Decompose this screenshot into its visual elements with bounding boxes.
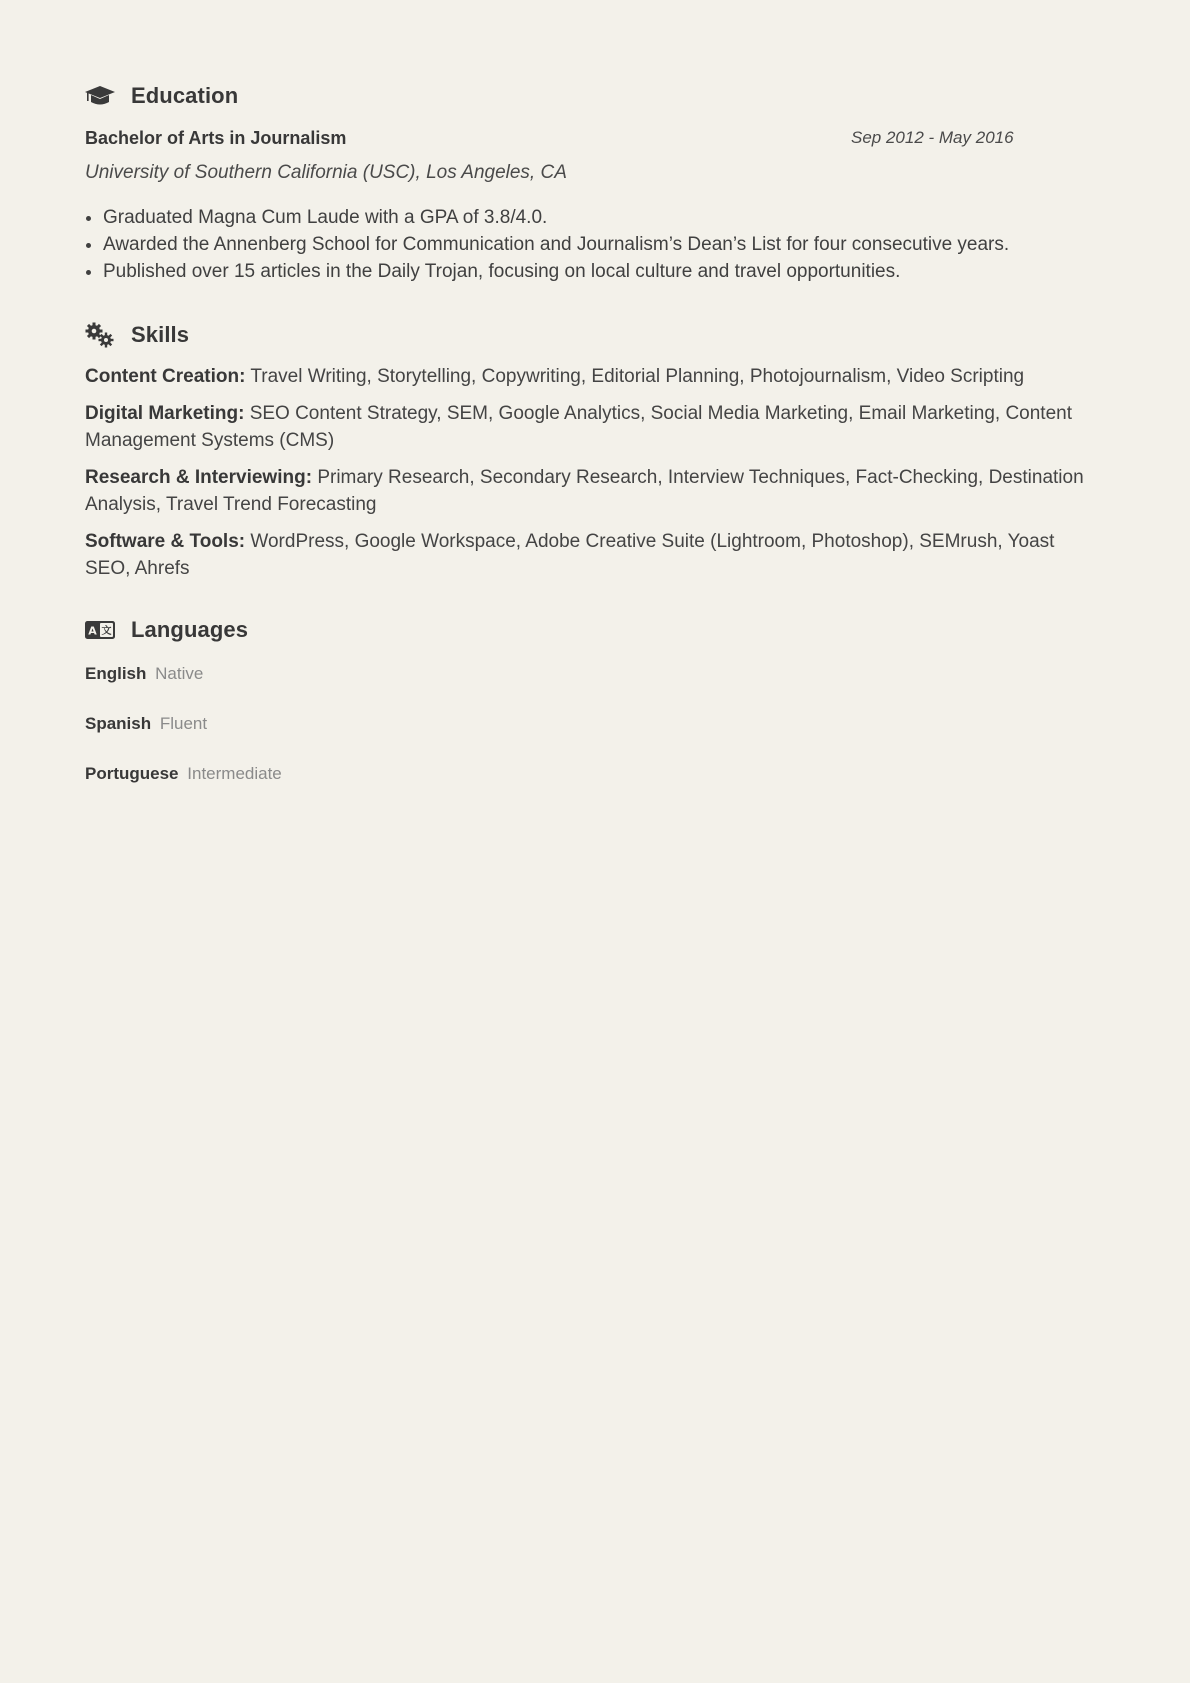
education-entry-header [85, 128, 1105, 154]
language-row [85, 662, 1105, 686]
skill-row [85, 400, 1105, 454]
language-icon [85, 617, 115, 643]
skill-label: Digital Marketing: [85, 403, 245, 424]
language-row [85, 712, 1105, 736]
education-title: Education [131, 83, 239, 108]
skill-value: Primary Research, Secondary Research, Interview Techniques, Fact-Checking, Destination Analysis, Travel Trend Forecasting [85, 467, 1084, 515]
language-name: English [85, 664, 147, 683]
skill-label: Research & Interviewing: [85, 467, 313, 488]
skill-value: SEO Content Strategy, SEM, Google Analytics, Social Media Marketing, Email Marketing, Content Management Systems (CMS) [85, 403, 1072, 451]
list-item: • Published over 15 articles in the Daily Trojan, focusing on local culture and travel opportunities. [103, 258, 1105, 285]
list-item: • Graduated Magna Cum Laude with a GPA of 3.8/4.0. [103, 204, 1105, 231]
svg-text:A: A [88, 624, 97, 638]
languages-title: Languages [131, 617, 249, 642]
skills-section [85, 317, 1105, 582]
education-header [85, 78, 1105, 114]
skills-header [85, 317, 1105, 353]
list-item: • Awarded the Annenberg School for Communication and Journalism’s Dean’s List for four consecutive years. [103, 231, 1105, 258]
language-row [85, 762, 1105, 786]
degree-title: Bachelor of Arts in Journalism [85, 128, 347, 148]
languages-header [85, 612, 1105, 648]
skill-row [85, 363, 1105, 390]
graduation-cap-icon [85, 83, 115, 109]
language-name: Spanish [85, 714, 152, 733]
skill-value: Travel Writing, Storytelling, Copywriting, Editorial Planning, Photojournalism, Video Scripting [250, 366, 1025, 387]
education-dates: Sep 2012 - May 2016 [851, 128, 1014, 147]
language-level: Native [155, 664, 204, 683]
education-section [85, 78, 1105, 285]
skills-title: Skills [131, 322, 190, 347]
skill-value: WordPress, Google Workspace, Adobe Creative Suite (Lightroom, Photoshop), SEMrush, Yoast SEO, Ahrefs [85, 531, 1055, 579]
language-name: Portuguese [85, 764, 179, 783]
language-level: Fluent [159, 714, 208, 733]
education-bullets [85, 204, 1105, 285]
skill-row [85, 464, 1105, 518]
skill-row [85, 528, 1105, 582]
resume-page [85, 78, 1105, 786]
gears-icon [85, 322, 115, 348]
languages-section [85, 612, 1105, 786]
skill-label: Content Creation: [85, 366, 246, 387]
language-level: Intermediate [187, 764, 282, 783]
skill-label: Software & Tools: [85, 531, 246, 552]
svg-text:文: 文 [101, 626, 112, 637]
school-name: University of Southern California (USC), Los Angeles, CA [85, 162, 567, 183]
